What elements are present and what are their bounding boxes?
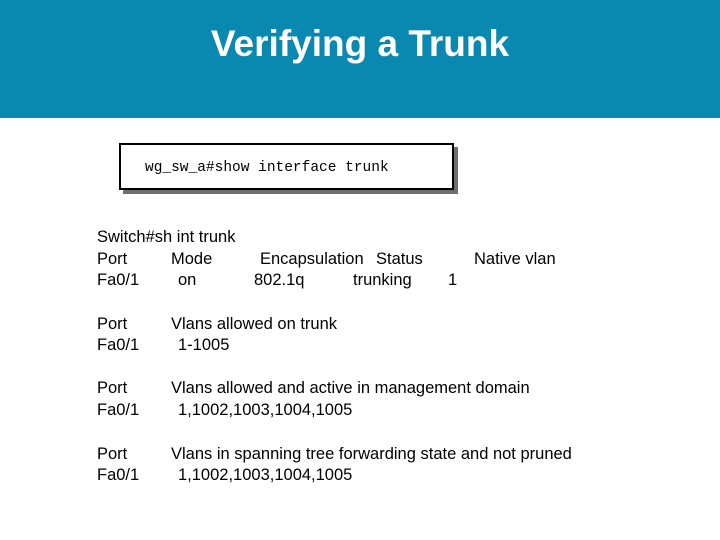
command-text: wg_sw_a#show interface trunk — [145, 160, 389, 176]
command-box — [119, 143, 454, 190]
active-value: 1,1002,1003,1004,1005 — [178, 401, 353, 419]
allowed-port-label: Port — [97, 315, 128, 333]
header-encapsulation: Encapsulation — [260, 250, 364, 268]
header-native-vlan: Native vlan — [474, 250, 556, 268]
row-native-vlan: 1 — [448, 271, 458, 289]
row-port: Fa0/1 — [97, 271, 140, 289]
allowed-heading: Vlans allowed on trunk — [171, 315, 338, 333]
allowed-value: 1-1005 — [178, 336, 230, 354]
active-port: Fa0/1 — [97, 401, 140, 419]
row-encapsulation: 802.1q — [254, 271, 305, 289]
prompt-line: Switch#sh int trunk — [97, 228, 236, 246]
active-heading: Vlans allowed and active in management domain — [171, 379, 530, 397]
header-status: Status — [376, 250, 423, 268]
forwarding-value: 1,1002,1003,1004,1005 — [178, 466, 353, 484]
header-mode: Mode — [171, 250, 213, 268]
forwarding-port: Fa0/1 — [97, 466, 140, 484]
title-banner — [0, 0, 720, 118]
forwarding-heading: Vlans in spanning tree forwarding state and not pruned — [171, 445, 572, 463]
header-port: Port — [97, 250, 128, 268]
row-mode: on — [178, 271, 197, 289]
allowed-port: Fa0/1 — [97, 336, 140, 354]
row-status: trunking — [353, 271, 412, 289]
forwarding-port-label: Port — [97, 445, 128, 463]
slide-title: Verifying a Trunk — [210, 23, 510, 64]
active-port-label: Port — [97, 379, 128, 397]
